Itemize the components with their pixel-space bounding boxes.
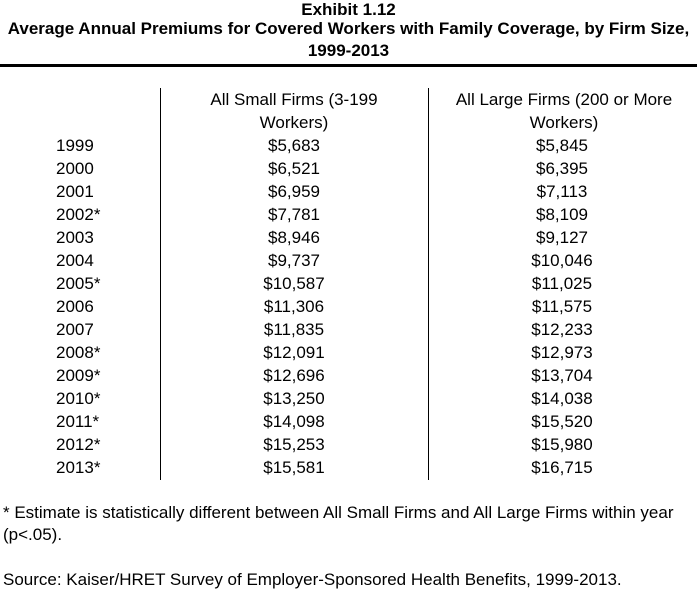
table-row: [0, 433, 697, 456]
year-cell: 2002*: [56, 205, 101, 224]
small-firms-premium-cell: $13,250: [263, 389, 325, 408]
year-cell: 2010*: [56, 389, 101, 408]
large-firms-premium-cell: $15,980: [531, 435, 593, 454]
table-row: [0, 456, 697, 479]
small-firms-premium-cell: $15,581: [263, 458, 325, 477]
table-row: [0, 318, 697, 341]
large-firms-premium-cell: $12,973: [531, 343, 593, 362]
footnote: * Estimate is statistically different between All Small Firms and All Large Firms within year (p<.05).: [3, 503, 674, 544]
large-firms-premium-cell: $9,127: [536, 228, 588, 247]
year-cell: 2006: [56, 297, 94, 316]
year-cell: 2001: [56, 182, 94, 201]
table-row: [0, 295, 697, 318]
year-cell: 1999: [56, 136, 94, 155]
large-firms-premium-cell: $7,113: [536, 182, 588, 201]
year-cell: 2005*: [56, 274, 101, 293]
table-row: [0, 249, 697, 272]
exhibit-label: Exhibit 1.12: [301, 0, 396, 19]
year-cell: 2000: [56, 159, 94, 178]
small-firms-premium-cell: $8,946: [268, 228, 320, 247]
table-row: [0, 272, 697, 295]
year-cell: 2003: [56, 228, 94, 247]
small-firms-premium-cell: $6,959: [268, 182, 320, 201]
column-header-small-firms: All Small Firms (3-199 Workers): [210, 90, 378, 132]
year-cell: 2009*: [56, 366, 101, 385]
large-firms-premium-cell: $11,575: [531, 297, 593, 316]
small-firms-premium-cell: $10,587: [263, 274, 325, 293]
large-firms-premium-cell: $15,520: [531, 412, 593, 431]
small-firms-premium-cell: $11,835: [263, 320, 325, 339]
year-cell: 2007: [56, 320, 94, 339]
large-firms-premium-cell: $12,233: [531, 320, 593, 339]
small-firms-premium-cell: $12,091: [263, 343, 325, 362]
year-cell: 2004: [56, 251, 94, 270]
table-row: [0, 203, 697, 226]
column-header-large-firms: All Large Firms (200 or More Workers): [455, 90, 673, 132]
year-cell: 2008*: [56, 343, 101, 362]
table-title: Average Annual Premiums for Covered Workers with Family Coverage, by Firm Size, 1999-2013: [7, 19, 690, 60]
large-firms-premium-cell: $13,704: [531, 366, 593, 385]
table-row: [0, 226, 697, 249]
small-firms-premium-cell: $7,781: [268, 205, 320, 224]
year-cell: 2011*: [56, 412, 100, 431]
small-firms-premium-cell: $12,696: [263, 366, 325, 385]
year-cell: 2012*: [56, 435, 101, 454]
large-firms-premium-cell: $8,109: [536, 205, 588, 224]
small-firms-premium-cell: $11,306: [263, 297, 325, 316]
source-note: Source: Kaiser/HRET Survey of Employer-Sponsored Health Benefits, 1999-2013.: [3, 570, 622, 589]
large-firms-premium-cell: $14,038: [531, 389, 593, 408]
small-firms-premium-cell: $6,521: [268, 159, 320, 178]
table-row: [0, 341, 697, 364]
large-firms-premium-cell: $11,025: [531, 274, 593, 293]
large-firms-premium-cell: $6,395: [536, 159, 588, 178]
table-row: [0, 180, 697, 203]
large-firms-premium-cell: $10,046: [531, 251, 593, 270]
small-firms-premium-cell: $9,737: [268, 251, 320, 270]
small-firms-premium-cell: $5,683: [268, 136, 320, 155]
large-firms-premium-cell: $16,715: [531, 458, 593, 477]
table-row: [0, 157, 697, 180]
small-firms-premium-cell: $14,098: [263, 412, 325, 431]
table-row: [0, 134, 697, 157]
large-firms-premium-cell: $5,845: [536, 136, 588, 155]
table-row: [0, 364, 697, 387]
table-row: [0, 387, 697, 410]
title-divider: [0, 64, 697, 67]
year-cell: 2013*: [56, 458, 101, 477]
table-row: [0, 410, 697, 433]
small-firms-premium-cell: $15,253: [263, 435, 325, 454]
